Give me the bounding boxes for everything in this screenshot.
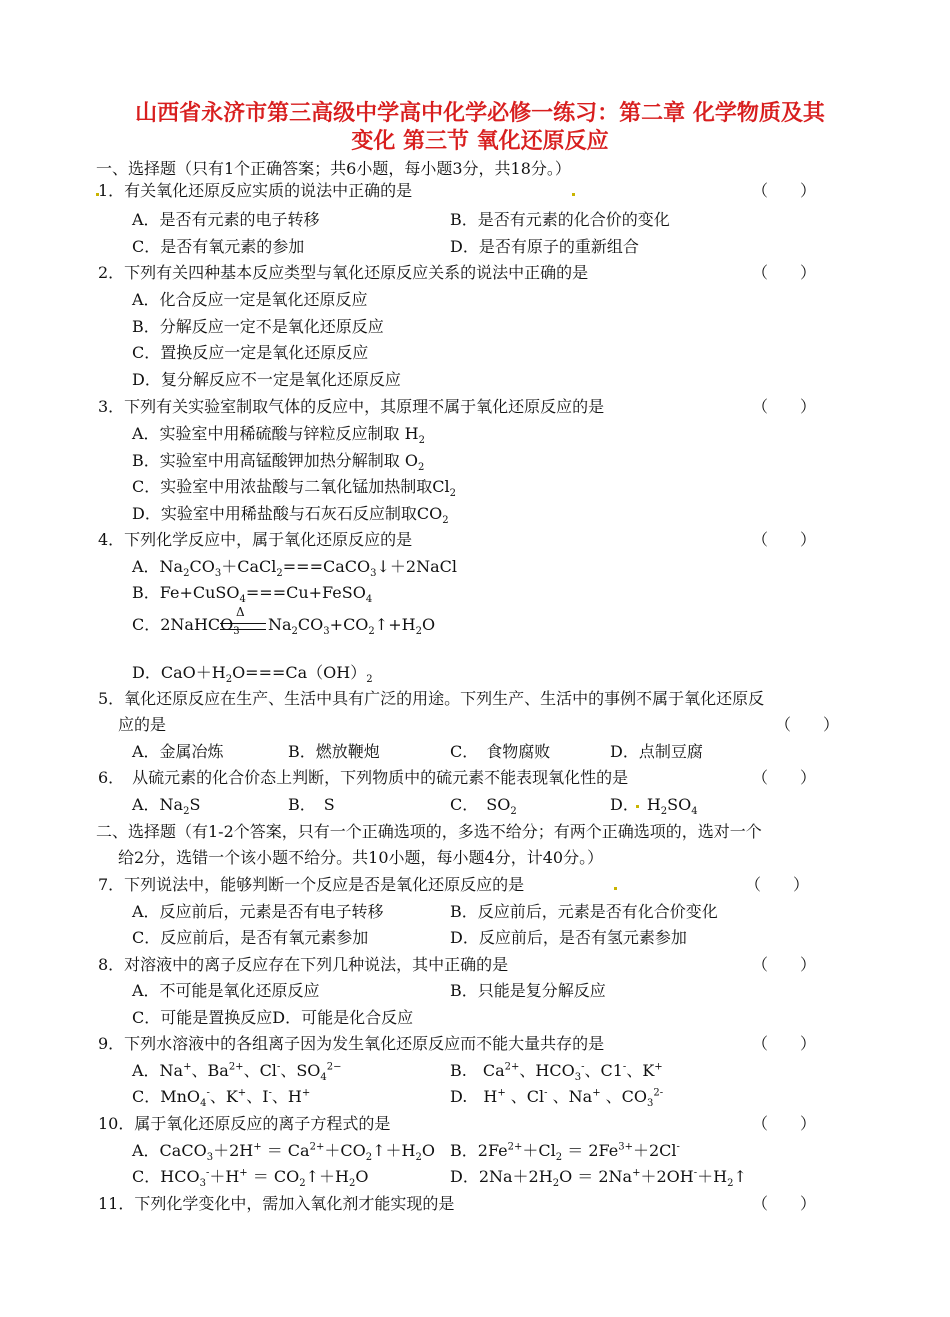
q3-option-a: A．实验室中用稀硫酸与锌粒反应制取 $H_2$ [132, 424, 425, 447]
q10-answer-paren: （ ） [752, 1114, 817, 1133]
q9-option-c: C．MnO$_4$-、K+、I-、H+ [132, 1087, 311, 1110]
q10-stem: 10．属于氧化还原反应的离子方程式的是 [98, 1114, 391, 1133]
q7-option-b: B．反应前后，元素是否有化合价变化 [450, 902, 718, 921]
q6-answer-paren: （ ） [752, 768, 817, 787]
q3-option-d: D．实验室中用稀盐酸与石灰石反应制取$CO_2$ [132, 504, 449, 527]
yellow-dot-mark [614, 887, 617, 890]
q11-answer-paren: （ ） [752, 1194, 817, 1213]
q2-option-c: C．置换反应一定是氧化还原反应 [132, 343, 369, 362]
q10-option-a: A．CaCO$_3$＋2H+ ＝ $Ca^{2+}+CO_2↑+H_2O$ [132, 1141, 435, 1164]
q9-option-a: A．Na+、$Ba^{2+}$、Cl-、$SO_4^{2-}$ [132, 1061, 342, 1084]
q8-stem: 8．对溶液中的离子反应存在下列几种说法，其中正确的是 [98, 955, 509, 974]
q10-option-d: D．$2Na+2H_2O$ ＝ $2Na^++2OH^-+H_2↑$ [450, 1167, 747, 1190]
q10-option-b: B．$2Fe^{2+}+Cl_2 = 2Fe^{3+}+2Cl^-$ [450, 1141, 680, 1164]
q5-answer-paren: （ ） [775, 715, 840, 734]
q3-option-c: C．实验室中用浓盐酸与二氧化锰加热制取$Cl_2$ [132, 477, 456, 500]
q2-stem: 2．下列有关四种基本反应类型与氧化还原反应关系的说法中正确的是 [98, 263, 589, 282]
q4-answer-paren: （ ） [752, 530, 817, 549]
q11-stem: 11．下列化学变化中，需加入氧化剂才能实现的是 [98, 1194, 455, 1213]
q1-answer-paren: （ ） [752, 181, 817, 200]
q9-option-b: B. $Ca^{2+}$、$HCO_3^-$、C1-、K+ [450, 1061, 663, 1084]
q2-option-d: D．复分解反应不一定是氧化还原反应 [132, 370, 401, 389]
q1-option-d: D．是否有原子的重新组合 [450, 237, 639, 256]
section-2-header-line-2: 给2分，选错一个该小题不给分。共10小题，每小题4分，计40分。） [118, 848, 604, 867]
heat-delta-symbol: Δ [236, 605, 245, 619]
q10-option-c: C．$HCO_3^-+H^+$ ＝ $CO_2↑+H_2O$ [132, 1167, 369, 1190]
q2-option-a: A．化合反应一定是氧化还原反应 [132, 290, 368, 309]
q3-stem: 3．下列有关实验室制取气体的反应中，其原理不属于氧化还原反应的是 [98, 397, 605, 416]
q9-answer-paren: （ ） [752, 1034, 817, 1053]
q7-stem: 7．下列说法中，能够判断一个反应是否是氧化还原反应的是 [98, 875, 525, 894]
q4-option-c-product: $Na_2CO_3+CO_2↑+H_2O$ [268, 615, 436, 638]
q4-option-b: B．Fe+CuSO$_4$===Cu+FeSO$_4$ [132, 583, 373, 606]
q8-option-c-d: C．可能是置换反应D．可能是化合反应 [132, 1008, 414, 1027]
q3-answer-paren: （ ） [752, 397, 817, 416]
page-title-line-2: 变化 第三节 氧化还原反应 [351, 128, 609, 154]
q6-option-d: D． $H_2SO_4$ [610, 795, 698, 818]
q4-stem: 4．下列化学反应中，属于氧化还原反应的是 [98, 530, 413, 549]
q7-option-a: A．反应前后，元素是否有电子转移 [132, 902, 384, 921]
q8-option-b: B．只能是复分解反应 [450, 981, 606, 1000]
q3-option-b: B．实验室中用高锰酸钾加热分解制取 $O_2$ [132, 451, 425, 474]
q7-option-c: C．反应前后，是否有氧元素参加 [132, 928, 369, 947]
section-1-header: 一、选择题（只有1个正确答案；共6小题，每小题3分，共18分。） [96, 159, 571, 178]
q4-option-a: A．$Na_2CO_3+CaCl_2===CaCO_3↓+2NaCl$ [132, 557, 457, 580]
q2-option-b: B．分解反应一定不是氧化还原反应 [132, 317, 384, 336]
yellow-dot-mark [572, 193, 575, 196]
q1-option-c: C．是否有氧元素的参加 [132, 237, 305, 256]
q1-option-a: A．是否有元素的电子转移 [132, 210, 320, 229]
q2-answer-paren: （ ） [752, 263, 817, 282]
reaction-equals-bar [220, 623, 266, 630]
q5-stem-line-2: 应的是 [118, 715, 167, 734]
q8-answer-paren: （ ） [752, 955, 817, 974]
q6-option-a: A．$Na_2S$ [132, 795, 201, 818]
q8-option-a: A．不可能是氧化还原反应 [132, 981, 320, 1000]
q7-answer-paren: （ ） [745, 875, 810, 894]
q4-option-c-reactant: C．2NaHCO$_3$ [132, 615, 240, 638]
q5-option-c: C． 食物腐败 [450, 742, 551, 761]
q9-stem: 9．下列水溶液中的各组离子因为发生氧化还原反应而不能大量共存的是 [98, 1034, 605, 1053]
q6-option-c: C． $SO_2$ [450, 795, 517, 818]
q6-option-b: B． S [288, 795, 335, 814]
q1-stem: 1．有关氧化还原反应实质的说法中正确的是 [98, 181, 413, 200]
q5-stem-line-1: 5．氧化还原反应在生产、生活中具有广泛的用途。下列生产、生活中的事例不属于氧化还原反 [98, 689, 765, 708]
q5-option-a: A．金属冶炼 [132, 742, 224, 761]
q4-option-d: D．$CaO+H_2O===Ca(OH)_2$ [132, 663, 373, 686]
q6-stem: 6． 从硫元素的化合价态上判断，下列物质中的硫元素不能表现氧化性的是 [98, 768, 629, 787]
q5-option-b: B．燃放鞭炮 [288, 742, 380, 761]
q9-option-d: D. H+ 、Cl- 、Na+ 、$CO_3^{2-}$ [450, 1087, 664, 1110]
section-2-header-line-1: 二、选择题（有1-2个答案，只有一个正确选项的，多选不给分；有两个正确选项的，选对一个 [96, 822, 762, 841]
q5-option-d: D．点制豆腐 [610, 742, 703, 761]
page-title-line-1: 山西省永济市第三高级中学高中化学必修一练习：第二章 化学物质及其 [135, 100, 825, 126]
q1-option-b: B．是否有元素的化合价的变化 [450, 210, 670, 229]
q7-option-d: D．反应前后，是否有氢元素参加 [450, 928, 687, 947]
